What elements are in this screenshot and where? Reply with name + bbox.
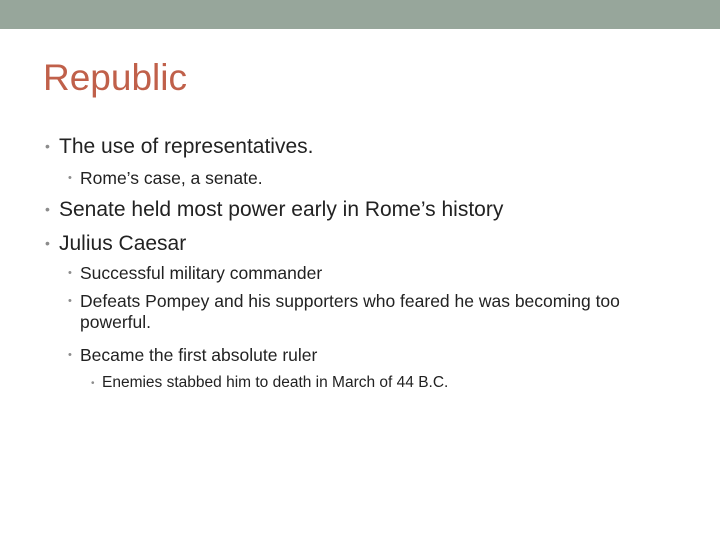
bullet-text: Successful military commander <box>80 263 323 283</box>
bullet-text: Rome’s case, a senate. <box>80 168 263 188</box>
top-accent-bar <box>0 0 720 29</box>
bullet-icon: • <box>45 138 50 154</box>
bullet-icon: • <box>45 235 50 251</box>
bullet-icon: • <box>68 267 72 279</box>
bullet-text: Senate held most power early in Rome’s history <box>59 198 504 221</box>
bullet-icon: • <box>91 378 95 389</box>
bullet-item <box>45 231 187 256</box>
bullet-item <box>45 197 504 222</box>
bullet-icon: • <box>68 172 72 184</box>
bullet-text: Became the first absolute ruler <box>80 345 318 365</box>
bullet-text: Julius Caesar <box>59 232 187 255</box>
bullet-text: The use of representatives. <box>59 135 314 158</box>
bullet-icon: • <box>68 349 72 361</box>
bullet-icon: • <box>68 295 72 307</box>
bullet-text: Defeats Pompey and his supporters who feared he was becoming too powerful. <box>80 291 620 332</box>
bullet-item <box>68 168 263 189</box>
bullet-item <box>68 263 323 284</box>
bullet-icon: • <box>45 201 50 217</box>
bullet-text: Enemies stabbed him to death in March of 44 B.C. <box>102 374 449 391</box>
bullet-item <box>68 345 318 366</box>
bullet-item <box>45 134 314 159</box>
bullet-item <box>68 291 680 333</box>
slide-title: Republic <box>43 57 187 98</box>
bullet-item <box>91 374 449 393</box>
